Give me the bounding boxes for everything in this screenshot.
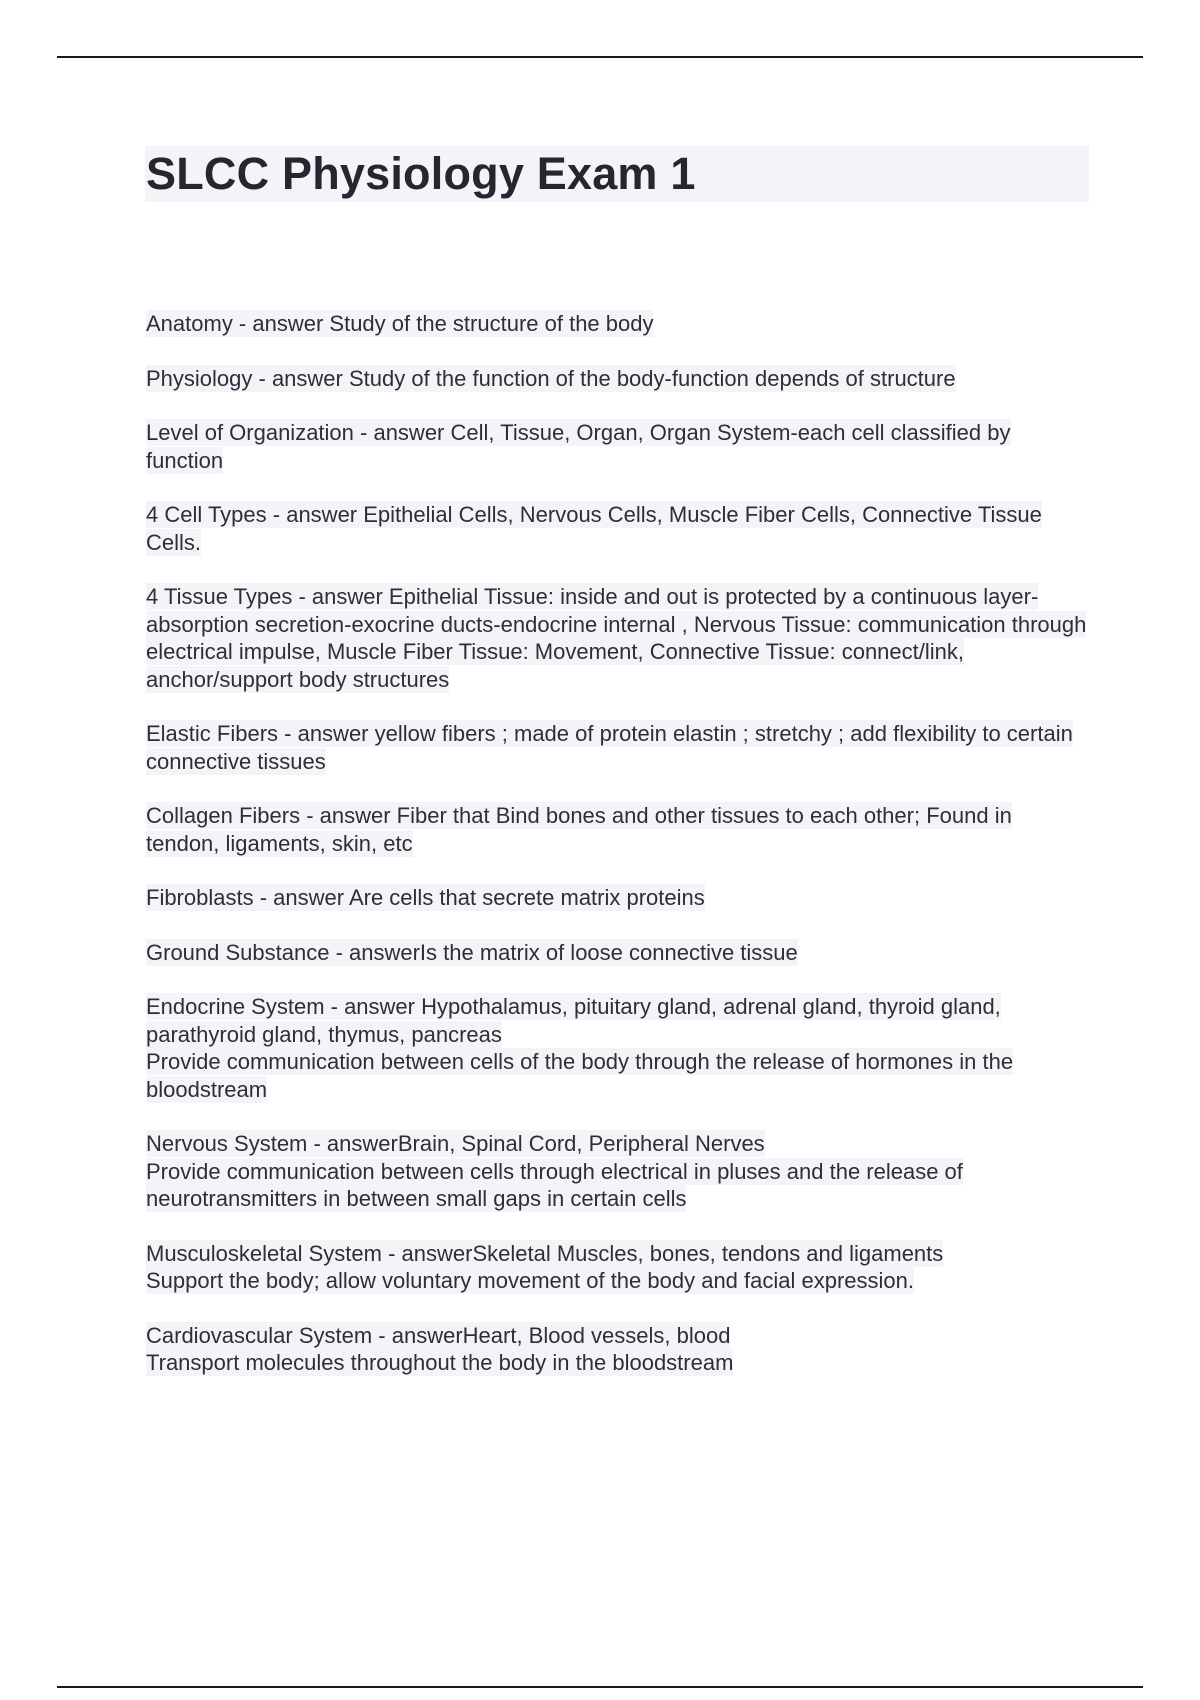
qa-entry <box>146 884 1091 912</box>
qa-entry-line <box>146 583 1091 693</box>
top-divider <box>57 56 1143 58</box>
qa-entry-text: Nervous System - answerBrain, Spinal Cord, Peripheral Nerves <box>146 1131 765 1156</box>
qa-entry-line <box>146 501 1091 556</box>
qa-entry <box>146 720 1091 775</box>
bottom-divider <box>57 1686 1143 1688</box>
qa-entry-text: Ground Substance - answerIs the matrix of loose connective tissue <box>146 939 798 965</box>
qa-entry-text: Elastic Fibers - answer yellow fibers ; made of protein elastin ; stretchy ; add flexibility to certain connective tissues <box>146 721 1073 774</box>
qa-list <box>146 310 1091 1404</box>
qa-entry-text: Fibroblasts - answer Are cells that secrete matrix proteins <box>146 885 705 910</box>
page-title: SLCC Physiology Exam 1 <box>146 148 696 199</box>
qa-entry-line <box>146 419 1091 474</box>
qa-entry <box>146 583 1091 693</box>
qa-entry-line <box>146 1349 1091 1377</box>
qa-entry-line <box>146 720 1091 775</box>
qa-entry <box>146 802 1091 857</box>
qa-entry-line <box>146 1240 1091 1268</box>
qa-entry-text: Provide communication between cells through electrical in pluses and the release of neurotransmitters in between small gaps in certain cells <box>146 1158 963 1211</box>
qa-entry <box>146 365 1091 393</box>
qa-entry-line <box>146 1322 1091 1350</box>
qa-entry-text: Transport molecules throughout the body in the bloodstream <box>146 1350 734 1375</box>
qa-entry <box>146 1240 1091 1295</box>
qa-entry-line <box>146 1048 1091 1103</box>
qa-entry-text: 4 Tissue Types - answer Epithelial Tissue: inside and out is protected by a continuous layer-absorption secretion-exocrine ducts-endocrine internal , Nervous Tissue: communication through electrical impulse, Muscle Fiber Tissue: Movement, Connective Tissue: connect/link, anchor/support body structures <box>146 584 1087 692</box>
qa-entry <box>146 1130 1091 1213</box>
qa-entry <box>146 501 1091 556</box>
qa-entry-text: Collagen Fibers - answer Fiber that Bind bones and other tissues to each other; Found in tendon, ligaments, skin, etc <box>146 803 1012 856</box>
qa-entry-line <box>146 993 1091 1048</box>
qa-entry <box>146 1322 1091 1377</box>
qa-entry-line <box>146 1130 1091 1158</box>
qa-entry-text: Anatomy - answer Study of the structure of the body <box>146 311 654 336</box>
qa-entry-line <box>146 884 1091 912</box>
qa-entry <box>146 310 1091 338</box>
qa-entry-text: Level of Organization - answer Cell, Tissue, Organ, Organ System-each cell classified by function <box>146 420 1011 473</box>
qa-entry-text: Cardiovascular System - answerHeart, Blood vessels, blood <box>146 1322 731 1348</box>
qa-entry-text: Physiology - answer Study of the function of the body-function depends of structure <box>146 365 956 391</box>
qa-entry <box>146 993 1091 1103</box>
qa-entry-line <box>146 1267 1091 1295</box>
qa-entry <box>146 939 1091 967</box>
qa-entry-line <box>146 365 1091 393</box>
qa-entry-text: Endocrine System - answer Hypothalamus, pituitary gland, adrenal gland, thyroid gland, parathyroid gland, thymus, pancreas <box>146 994 1001 1047</box>
qa-entry-line <box>146 802 1091 857</box>
qa-entry-line <box>146 939 1091 967</box>
qa-entry-text: Support the body; allow voluntary movement of the body and facial expression. <box>146 1268 915 1293</box>
qa-entry-text: 4 Cell Types - answer Epithelial Cells, Nervous Cells, Muscle Fiber Cells, Connective Tissue Cells. <box>146 502 1042 555</box>
qa-entry-text: Provide communication between cells of the body through the release of hormones in the bloodstream <box>146 1049 1014 1102</box>
qa-entry-line <box>146 310 1091 338</box>
qa-entry-line <box>146 1158 1091 1213</box>
qa-entry-text: Musculoskeletal System - answerSkeletal Muscles, bones, tendons and ligaments <box>146 1240 944 1266</box>
qa-entry <box>146 419 1091 474</box>
